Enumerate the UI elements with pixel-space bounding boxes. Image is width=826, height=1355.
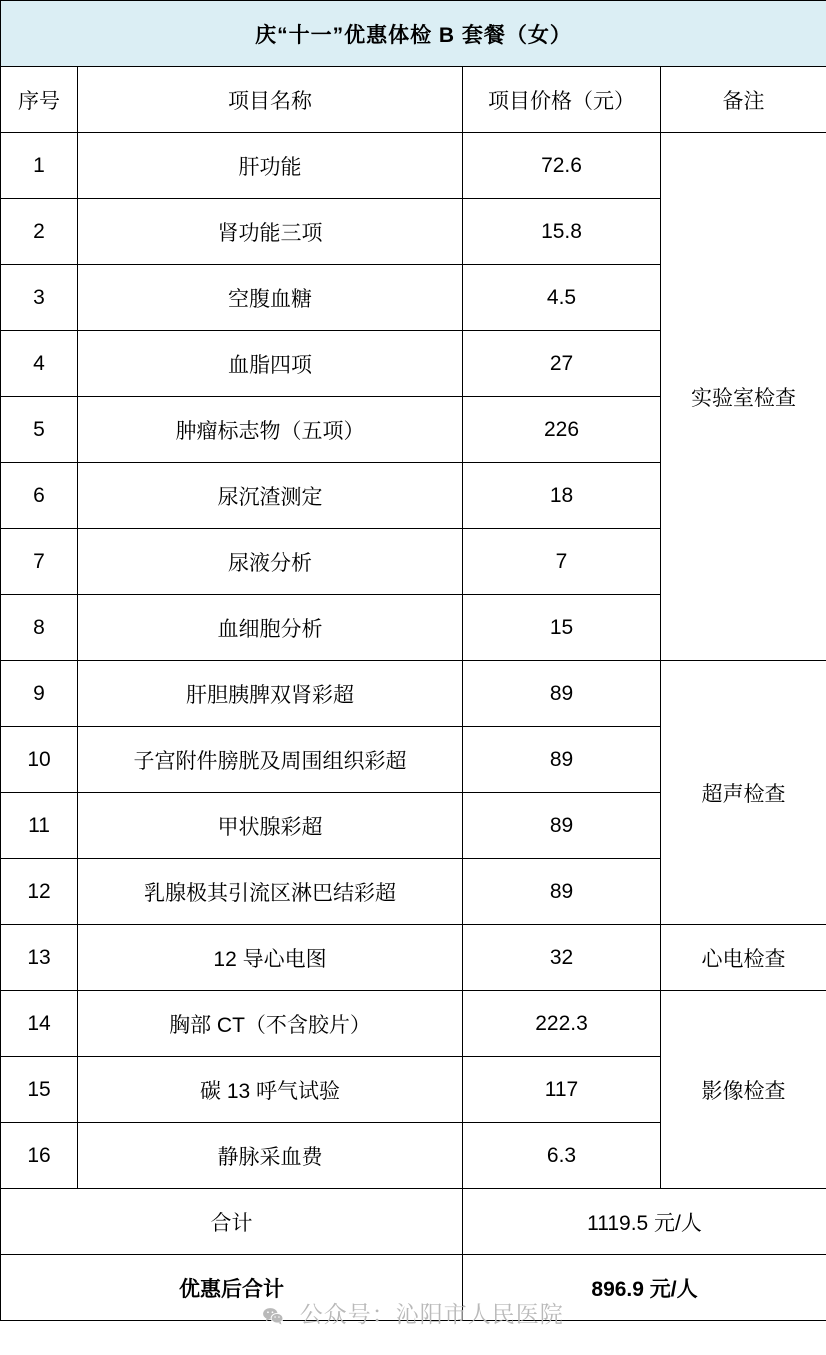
column-header-note: 备注 xyxy=(661,67,826,133)
row-name: 肝胆胰脾双肾彩超 xyxy=(78,661,463,727)
row-price: 7 xyxy=(463,529,661,595)
total-value: 1119.5 元/人 xyxy=(463,1189,826,1255)
table-row xyxy=(1,991,826,1057)
row-price: 117 xyxy=(463,1057,661,1123)
discount-total-value: 896.9 元/人 xyxy=(463,1255,826,1321)
table-row xyxy=(1,925,826,991)
row-no: 14 xyxy=(1,991,78,1057)
row-price: 89 xyxy=(463,661,661,727)
table-title-row xyxy=(1,1,826,67)
row-no: 13 xyxy=(1,925,78,991)
row-no: 16 xyxy=(1,1123,78,1189)
row-name: 尿液分析 xyxy=(78,529,463,595)
row-price: 18 xyxy=(463,463,661,529)
total-row xyxy=(1,1189,826,1255)
row-no: 15 xyxy=(1,1057,78,1123)
note-lab: 实验室检查 xyxy=(661,133,826,661)
row-name: 乳腺极其引流区淋巴结彩超 xyxy=(78,859,463,925)
row-no: 7 xyxy=(1,529,78,595)
row-no: 6 xyxy=(1,463,78,529)
row-name: 肾功能三项 xyxy=(78,199,463,265)
page-title: 庆“十一”优惠体检 B 套餐（女） xyxy=(1,1,826,67)
watermark-text: 公众号：沁阳市人民医院 xyxy=(299,1301,564,1327)
row-name: 子宫附件膀胱及周围组织彩超 xyxy=(78,727,463,793)
row-no: 12 xyxy=(1,859,78,925)
row-name: 胸部 CT（不含胶片） xyxy=(78,991,463,1057)
table-row xyxy=(1,133,826,199)
total-label: 合计 xyxy=(1,1189,463,1255)
row-price: 89 xyxy=(463,727,661,793)
row-no: 9 xyxy=(1,661,78,727)
column-header-no: 序号 xyxy=(1,67,78,133)
row-name: 静脉采血费 xyxy=(78,1123,463,1189)
row-price: 15.8 xyxy=(463,199,661,265)
row-name: 血脂四项 xyxy=(78,331,463,397)
row-name: 空腹血糖 xyxy=(78,265,463,331)
row-price: 222.3 xyxy=(463,991,661,1057)
row-no: 5 xyxy=(1,397,78,463)
row-name: 血细胞分析 xyxy=(78,595,463,661)
row-no: 3 xyxy=(1,265,78,331)
table-header-row xyxy=(1,67,826,133)
row-price: 6.3 xyxy=(463,1123,661,1189)
row-price: 4.5 xyxy=(463,265,661,331)
column-header-price: 项目价格（元） xyxy=(463,67,661,133)
row-no: 10 xyxy=(1,727,78,793)
row-name: 肝功能 xyxy=(78,133,463,199)
note-ultrasound: 超声检查 xyxy=(661,661,826,925)
column-header-name: 项目名称 xyxy=(78,67,463,133)
row-name: 碳 13 呼气试验 xyxy=(78,1057,463,1123)
row-price: 226 xyxy=(463,397,661,463)
row-price: 32 xyxy=(463,925,661,991)
row-name: 12 导心电图 xyxy=(78,925,463,991)
discount-total-row xyxy=(1,1255,826,1321)
row-price: 89 xyxy=(463,859,661,925)
note-ecg: 心电检查 xyxy=(661,925,826,991)
row-price: 72.6 xyxy=(463,133,661,199)
note-imaging: 影像检查 xyxy=(661,991,826,1189)
row-price: 27 xyxy=(463,331,661,397)
row-no: 11 xyxy=(1,793,78,859)
row-price: 15 xyxy=(463,595,661,661)
row-name: 肿瘤标志物（五项） xyxy=(78,397,463,463)
discount-total-label: 优惠后合计 xyxy=(1,1255,463,1321)
row-no: 8 xyxy=(1,595,78,661)
row-no: 1 xyxy=(1,133,78,199)
row-no: 2 xyxy=(1,199,78,265)
row-name: 甲状腺彩超 xyxy=(78,793,463,859)
row-no: 4 xyxy=(1,331,78,397)
row-price: 89 xyxy=(463,793,661,859)
table-row xyxy=(1,661,826,727)
row-name: 尿沉渣测定 xyxy=(78,463,463,529)
